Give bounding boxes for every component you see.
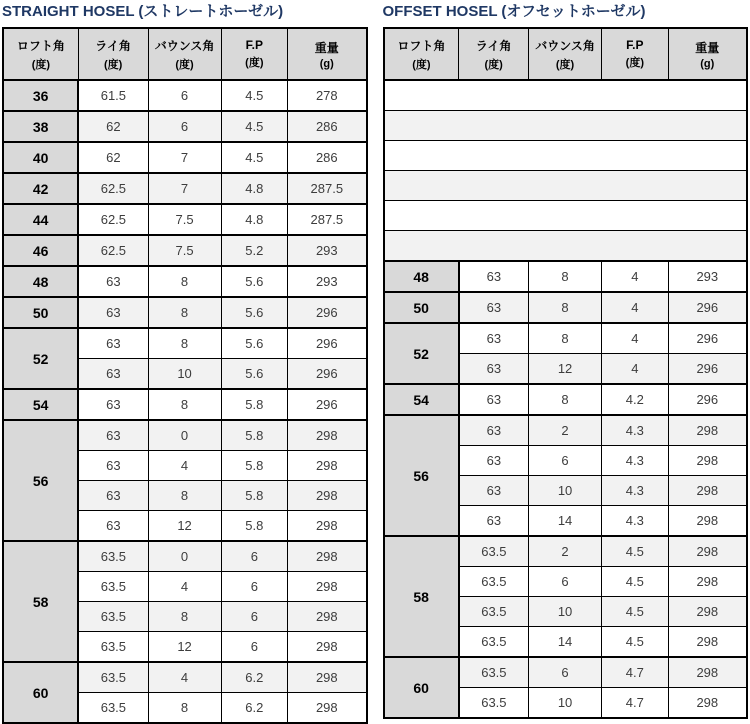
value-cell: 5.6 <box>221 359 288 390</box>
loft-cell: 48 <box>3 266 78 297</box>
value-cell: 287.5 <box>288 173 367 204</box>
empty-row <box>384 231 748 262</box>
column-label: 重量 <box>695 40 720 55</box>
value-cell: 298 <box>288 420 367 451</box>
spec-row <box>3 266 367 297</box>
header-row <box>384 28 748 80</box>
value-cell: 298 <box>668 597 747 627</box>
value-cell: 4.3 <box>602 446 669 476</box>
value-cell: 6 <box>529 567 602 597</box>
empty-row <box>384 80 748 111</box>
value-cell: 298 <box>668 536 747 567</box>
value-cell: 2 <box>529 536 602 567</box>
value-cell: 4 <box>148 662 221 693</box>
value-cell: 10 <box>529 476 602 506</box>
value-cell: 63 <box>459 384 529 415</box>
column-header-4 <box>288 28 367 80</box>
empty-row <box>384 141 748 171</box>
value-cell: 63.5 <box>459 688 529 719</box>
value-cell: 62 <box>78 142 148 173</box>
value-cell: 8 <box>148 297 221 328</box>
value-cell: 62.5 <box>78 235 148 266</box>
value-cell: 63 <box>78 481 148 511</box>
loft-cell: 52 <box>384 323 459 384</box>
loft-cell: 50 <box>3 297 78 328</box>
loft-cell: 40 <box>3 142 78 173</box>
column-label: ライ角 <box>475 38 512 53</box>
straight-hosel-table <box>2 27 368 724</box>
value-cell: 63 <box>78 420 148 451</box>
value-cell: 8 <box>148 693 221 724</box>
value-cell: 63 <box>459 323 529 354</box>
empty-row <box>384 201 748 231</box>
loft-cell: 42 <box>3 173 78 204</box>
value-cell: 61.5 <box>78 80 148 111</box>
spec-row <box>3 328 367 359</box>
value-cell: 5.6 <box>221 297 288 328</box>
value-cell: 12 <box>148 511 221 542</box>
value-cell: 4 <box>602 292 669 323</box>
straight-hosel-title: STRAIGHT HOSEL (ストレートホーゼル) <box>2 3 284 20</box>
value-cell: 6 <box>148 80 221 111</box>
loft-cell: 60 <box>3 662 78 723</box>
spec-row <box>3 541 367 572</box>
value-cell: 298 <box>288 541 367 572</box>
value-cell: 63.5 <box>459 657 529 688</box>
value-cell: 298 <box>288 511 367 542</box>
value-cell: 63 <box>459 446 529 476</box>
value-cell: 4.3 <box>602 476 669 506</box>
column-header-3 <box>221 28 288 80</box>
column-label: ロフト角 <box>397 38 446 53</box>
value-cell: 7 <box>148 173 221 204</box>
value-cell: 293 <box>668 261 747 292</box>
column-unit: (g) <box>700 57 715 70</box>
value-cell: 4.5 <box>602 627 669 658</box>
value-cell: 298 <box>288 693 367 724</box>
value-cell: 296 <box>668 323 747 354</box>
value-cell: 4.7 <box>602 657 669 688</box>
column-label: ロフト角 <box>16 38 65 53</box>
spec-row <box>3 80 367 111</box>
value-cell: 298 <box>288 451 367 481</box>
column-unit: (度) <box>103 58 123 71</box>
value-cell: 8 <box>529 323 602 354</box>
offset-hosel-table <box>383 27 749 719</box>
value-cell: 7 <box>148 142 221 173</box>
value-cell: 10 <box>148 359 221 390</box>
value-cell: 63.5 <box>459 627 529 658</box>
column-header-1 <box>78 28 148 80</box>
empty-row <box>384 171 748 201</box>
column-header-4 <box>668 28 747 80</box>
value-cell: 298 <box>668 415 747 446</box>
column-label: バウンス角 <box>535 38 595 53</box>
value-cell: 6 <box>221 541 288 572</box>
value-cell: 6 <box>529 446 602 476</box>
value-cell: 2 <box>529 415 602 446</box>
column-header-0 <box>384 28 459 80</box>
loft-cell: 54 <box>384 384 459 415</box>
column-unit: (度) <box>412 58 431 71</box>
value-cell: 298 <box>288 602 367 632</box>
spec-row <box>3 204 367 235</box>
value-cell: 4.3 <box>602 415 669 446</box>
value-cell: 63 <box>459 506 529 537</box>
spec-row <box>3 297 367 328</box>
value-cell: 293 <box>288 235 367 266</box>
value-cell: 4.3 <box>602 506 669 537</box>
spec-row <box>3 235 367 266</box>
value-cell: 298 <box>288 662 367 693</box>
value-cell: 8 <box>529 292 602 323</box>
spec-row <box>384 536 748 567</box>
value-cell: 63 <box>78 266 148 297</box>
value-cell: 296 <box>288 359 367 390</box>
value-cell: 63.5 <box>78 632 148 663</box>
value-cell: 8 <box>529 384 602 415</box>
value-cell: 4.8 <box>221 173 288 204</box>
value-cell: 5.2 <box>221 235 288 266</box>
loft-cell: 50 <box>384 292 459 323</box>
straight-hosel-panel <box>2 2 368 721</box>
value-cell: 63 <box>459 292 529 323</box>
spec-row <box>384 292 748 323</box>
value-cell: 63 <box>459 354 529 385</box>
spec-row <box>384 415 748 446</box>
value-cell: 63.5 <box>459 536 529 567</box>
spec-row <box>384 323 748 354</box>
loft-cell: 56 <box>384 415 459 536</box>
value-cell: 298 <box>668 688 747 719</box>
value-cell: 6.2 <box>221 662 288 693</box>
loft-cell: 44 <box>3 204 78 235</box>
value-cell: 12 <box>148 632 221 663</box>
value-cell: 298 <box>668 506 747 537</box>
value-cell: 63.5 <box>78 662 148 693</box>
value-cell: 14 <box>529 506 602 537</box>
loft-cell: 58 <box>384 536 459 657</box>
spec-row <box>3 420 367 451</box>
value-cell: 62.5 <box>78 173 148 204</box>
spec-row <box>3 142 367 173</box>
column-label: バウンス角 <box>154 38 215 53</box>
value-cell: 298 <box>288 632 367 663</box>
value-cell: 296 <box>288 297 367 328</box>
value-cell: 10 <box>529 597 602 627</box>
value-cell: 5.8 <box>221 451 288 481</box>
value-cell: 4 <box>148 572 221 602</box>
column-header-2 <box>148 28 221 80</box>
column-header-0 <box>3 28 78 80</box>
offset-hosel-title: OFFSET HOSEL (オフセットホーゼル) <box>382 3 646 20</box>
empty-cell <box>384 80 748 111</box>
value-cell: 63.5 <box>78 602 148 632</box>
value-cell: 4.2 <box>602 384 669 415</box>
loft-cell: 54 <box>3 389 78 420</box>
loft-cell: 38 <box>3 111 78 142</box>
value-cell: 293 <box>288 266 367 297</box>
empty-cell <box>384 201 748 231</box>
spec-row <box>3 173 367 204</box>
value-cell: 6 <box>221 572 288 602</box>
loft-cell: 52 <box>3 328 78 389</box>
column-label: F.P <box>626 38 644 52</box>
value-cell: 63 <box>78 359 148 390</box>
loft-cell: 56 <box>3 420 78 541</box>
column-unit: (度) <box>31 58 51 71</box>
empty-cell <box>384 171 748 201</box>
column-header-1 <box>459 28 529 80</box>
value-cell: 296 <box>668 354 747 385</box>
column-label: 重量 <box>314 40 339 55</box>
value-cell: 63 <box>78 389 148 420</box>
value-cell: 296 <box>288 389 367 420</box>
value-cell: 8 <box>148 328 221 359</box>
value-cell: 63 <box>78 511 148 542</box>
value-cell: 0 <box>148 420 221 451</box>
loft-cell: 58 <box>3 541 78 662</box>
column-label: ライ角 <box>95 38 131 53</box>
column-label: F.P <box>245 38 263 52</box>
offset-hosel-panel <box>383 2 749 721</box>
spec-row <box>3 662 367 693</box>
value-cell: 6 <box>221 602 288 632</box>
value-cell: 4 <box>602 354 669 385</box>
value-cell: 286 <box>288 111 367 142</box>
value-cell: 4.5 <box>221 80 288 111</box>
value-cell: 4.7 <box>602 688 669 719</box>
spec-row <box>384 261 748 292</box>
value-cell: 63 <box>459 476 529 506</box>
spec-row <box>3 389 367 420</box>
value-cell: 4 <box>602 261 669 292</box>
value-cell: 10 <box>529 688 602 719</box>
column-unit: (度) <box>175 58 194 71</box>
value-cell: 8 <box>529 261 602 292</box>
value-cell: 12 <box>529 354 602 385</box>
value-cell: 4 <box>602 323 669 354</box>
value-cell: 63 <box>459 261 529 292</box>
value-cell: 8 <box>148 602 221 632</box>
loft-cell: 60 <box>384 657 459 718</box>
value-cell: 4.5 <box>602 597 669 627</box>
value-cell: 287.5 <box>288 204 367 235</box>
column-unit: (度) <box>484 58 503 71</box>
value-cell: 63.5 <box>78 572 148 602</box>
value-cell: 4.5 <box>602 567 669 597</box>
column-unit: (度) <box>555 58 575 71</box>
value-cell: 63 <box>78 328 148 359</box>
value-cell: 62.5 <box>78 204 148 235</box>
loft-cell: 36 <box>3 80 78 111</box>
value-cell: 63.5 <box>459 567 529 597</box>
value-cell: 278 <box>288 80 367 111</box>
value-cell: 7.5 <box>148 235 221 266</box>
value-cell: 298 <box>668 476 747 506</box>
value-cell: 298 <box>288 481 367 511</box>
column-unit: (度) <box>245 57 264 69</box>
value-cell: 4.5 <box>221 142 288 173</box>
value-cell: 6 <box>221 632 288 663</box>
value-cell: 63.5 <box>78 693 148 724</box>
value-cell: 298 <box>288 572 367 602</box>
value-cell: 8 <box>148 266 221 297</box>
value-cell: 298 <box>668 446 747 476</box>
value-cell: 63 <box>78 451 148 481</box>
value-cell: 4.5 <box>602 536 669 567</box>
empty-cell <box>384 141 748 171</box>
column-header-2 <box>529 28 602 80</box>
value-cell: 8 <box>148 389 221 420</box>
value-cell: 6.2 <box>221 693 288 724</box>
empty-cell <box>384 231 748 262</box>
value-cell: 296 <box>668 384 747 415</box>
value-cell: 296 <box>668 292 747 323</box>
value-cell: 5.6 <box>221 328 288 359</box>
value-cell: 63.5 <box>78 541 148 572</box>
value-cell: 5.8 <box>221 481 288 511</box>
value-cell: 4.8 <box>221 204 288 235</box>
value-cell: 8 <box>148 481 221 511</box>
value-cell: 5.8 <box>221 420 288 451</box>
empty-cell <box>384 111 748 141</box>
value-cell: 286 <box>288 142 367 173</box>
value-cell: 7.5 <box>148 204 221 235</box>
value-cell: 0 <box>148 541 221 572</box>
spec-row <box>384 657 748 688</box>
value-cell: 5.8 <box>221 389 288 420</box>
value-cell: 296 <box>288 328 367 359</box>
column-unit: (度) <box>625 57 644 69</box>
value-cell: 4.5 <box>221 111 288 142</box>
value-cell: 14 <box>529 627 602 658</box>
value-cell: 63 <box>459 415 529 446</box>
value-cell: 6 <box>148 111 221 142</box>
value-cell: 63 <box>78 297 148 328</box>
column-unit: (g) <box>319 57 334 70</box>
value-cell: 6 <box>529 657 602 688</box>
value-cell: 4 <box>148 451 221 481</box>
empty-row <box>384 111 748 141</box>
spec-row <box>384 384 748 415</box>
value-cell: 5.8 <box>221 511 288 542</box>
value-cell: 5.6 <box>221 266 288 297</box>
column-header-3 <box>602 28 669 80</box>
spec-row <box>3 111 367 142</box>
loft-cell: 48 <box>384 261 459 292</box>
value-cell: 298 <box>668 657 747 688</box>
value-cell: 298 <box>668 627 747 658</box>
header-row <box>3 28 367 80</box>
value-cell: 63.5 <box>459 597 529 627</box>
value-cell: 298 <box>668 567 747 597</box>
value-cell: 62 <box>78 111 148 142</box>
loft-cell: 46 <box>3 235 78 266</box>
